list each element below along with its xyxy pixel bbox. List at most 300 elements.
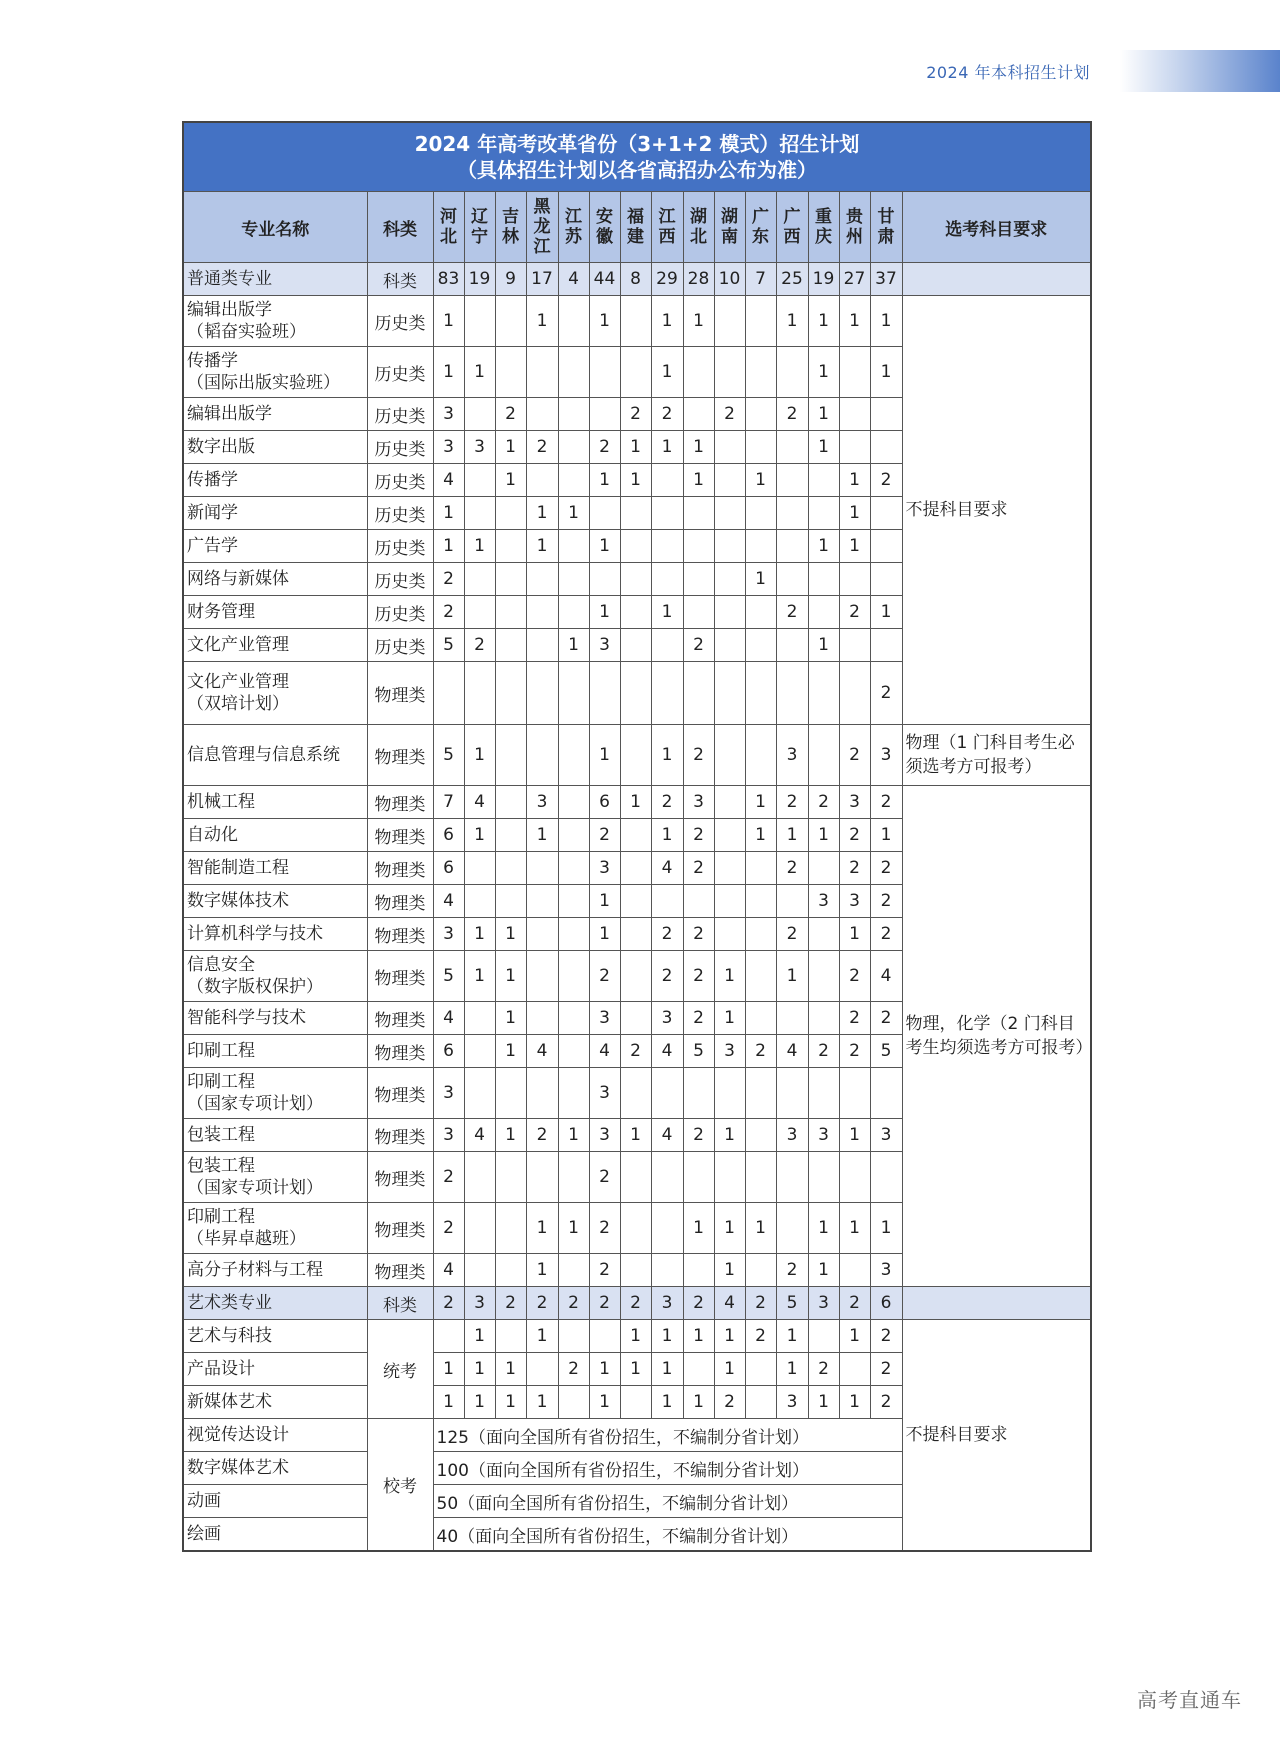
quota-cell bbox=[620, 530, 651, 563]
quota-cell: 3 bbox=[683, 786, 714, 819]
major-category: 历史类 bbox=[367, 398, 433, 431]
quota-cell bbox=[745, 885, 776, 918]
subject-requirement: 物理，化学（2 门科目考生均须选考方可报考） bbox=[902, 786, 1091, 1287]
quota-cell bbox=[808, 563, 839, 596]
quota-cell: 3 bbox=[776, 725, 808, 786]
quota-cell: 2 bbox=[776, 786, 808, 819]
table-row bbox=[183, 786, 1091, 819]
quota-cell: 1 bbox=[620, 786, 651, 819]
quota-cell: 1 bbox=[526, 296, 558, 347]
major-name: 自动化 bbox=[183, 819, 367, 852]
quota-cell: 1 bbox=[558, 497, 589, 530]
quota-cell: 1 bbox=[683, 464, 714, 497]
province-header bbox=[464, 192, 495, 263]
quota-cell: 1 bbox=[839, 1320, 870, 1353]
quota-cell bbox=[808, 596, 839, 629]
quota-cell: 1 bbox=[714, 1119, 745, 1152]
province-name: 福建 bbox=[627, 207, 644, 247]
quota-cell: 1 bbox=[651, 431, 683, 464]
quota-cell bbox=[714, 885, 745, 918]
quota-cell: 5 bbox=[870, 1035, 902, 1068]
major-name: 网络与新媒体 bbox=[183, 563, 367, 596]
quota-cell: 1 bbox=[651, 596, 683, 629]
province-name: 江苏 bbox=[565, 207, 582, 247]
quota-cell bbox=[651, 1203, 683, 1254]
quota-cell bbox=[558, 786, 589, 819]
quota-cell: 2 bbox=[495, 398, 526, 431]
quota-cell bbox=[870, 431, 902, 464]
quota-cell: 1 bbox=[808, 530, 839, 563]
quota-cell bbox=[870, 530, 902, 563]
quota-cell: 1 bbox=[495, 1035, 526, 1068]
quota-cell: 2 bbox=[839, 596, 870, 629]
quota-cell bbox=[495, 1203, 526, 1254]
quota-cell: 4 bbox=[776, 1035, 808, 1068]
section-total-cell: 3 bbox=[651, 1287, 683, 1320]
quota-cell: 3 bbox=[433, 431, 464, 464]
major-name: 智能科学与技术 bbox=[183, 1002, 367, 1035]
exam-type-unified: 统考 bbox=[367, 1320, 433, 1419]
quota-cell: 1 bbox=[839, 497, 870, 530]
quota-cell bbox=[776, 431, 808, 464]
quota-cell: 1 bbox=[526, 1386, 558, 1419]
quota-cell bbox=[745, 398, 776, 431]
quota-cell bbox=[870, 497, 902, 530]
province-header bbox=[714, 192, 745, 263]
quota-cell bbox=[808, 852, 839, 885]
quota-cell bbox=[558, 1254, 589, 1287]
quota-cell bbox=[839, 1152, 870, 1203]
section-total-cell: 3 bbox=[464, 1287, 495, 1320]
quota-cell: 3 bbox=[808, 1119, 839, 1152]
quota-cell: 6 bbox=[589, 786, 620, 819]
quota-cell: 2 bbox=[589, 431, 620, 464]
quota-cell: 2 bbox=[683, 1002, 714, 1035]
quota-cell bbox=[526, 662, 558, 725]
quota-cell bbox=[464, 852, 495, 885]
quota-cell: 1 bbox=[714, 1353, 745, 1386]
major-name: 编辑出版学 bbox=[183, 398, 367, 431]
major-category: 物理类 bbox=[367, 662, 433, 725]
quota-cell bbox=[870, 1152, 902, 1203]
quota-cell: 2 bbox=[870, 464, 902, 497]
major-category: 物理类 bbox=[367, 786, 433, 819]
quota-cell: 1 bbox=[589, 530, 620, 563]
quota-cell: 2 bbox=[870, 1002, 902, 1035]
quota-cell bbox=[526, 885, 558, 918]
section-total-cell: 2 bbox=[558, 1287, 589, 1320]
quota-cell bbox=[464, 1002, 495, 1035]
quota-cell bbox=[620, 819, 651, 852]
province-header bbox=[776, 192, 808, 263]
quota-cell: 2 bbox=[526, 431, 558, 464]
quota-cell bbox=[558, 464, 589, 497]
footer-watermark: 高考直通车 bbox=[1137, 1688, 1242, 1712]
quota-cell bbox=[714, 347, 745, 398]
major-name: 新闻学 bbox=[183, 497, 367, 530]
major-name: 计算机科学与技术 bbox=[183, 918, 367, 951]
quota-cell: 3 bbox=[839, 885, 870, 918]
quota-cell: 1 bbox=[495, 431, 526, 464]
quota-cell: 2 bbox=[683, 918, 714, 951]
quota-cell: 2 bbox=[589, 1203, 620, 1254]
quota-cell: 7 bbox=[433, 786, 464, 819]
quota-cell bbox=[808, 464, 839, 497]
quota-cell bbox=[714, 563, 745, 596]
quota-cell: 1 bbox=[839, 296, 870, 347]
quota-cell: 3 bbox=[870, 1119, 902, 1152]
major-name: 传播学 （国际出版实验班） bbox=[183, 347, 367, 398]
section-total-cell: 7 bbox=[745, 263, 776, 296]
quota-cell: 2 bbox=[526, 1119, 558, 1152]
quota-cell: 1 bbox=[464, 530, 495, 563]
quota-cell: 6 bbox=[433, 852, 464, 885]
major-name: 新媒体艺术 bbox=[183, 1386, 367, 1419]
section-total-cell: 8 bbox=[620, 263, 651, 296]
quota-cell: 2 bbox=[683, 951, 714, 1002]
quota-cell bbox=[558, 819, 589, 852]
quota-cell bbox=[495, 1068, 526, 1119]
section-total-cell: 2 bbox=[526, 1287, 558, 1320]
quota-cell bbox=[620, 662, 651, 725]
quota-cell bbox=[495, 530, 526, 563]
quota-cell: 1 bbox=[464, 1353, 495, 1386]
major-name: 编辑出版学 （韬奋实验班） bbox=[183, 296, 367, 347]
major-name: 数字媒体技术 bbox=[183, 885, 367, 918]
major-name: 智能制造工程 bbox=[183, 852, 367, 885]
quota-cell bbox=[495, 662, 526, 725]
section-total-cell: 2 bbox=[839, 1287, 870, 1320]
quota-cell bbox=[714, 464, 745, 497]
major-name: 文化产业管理 （双培计划） bbox=[183, 662, 367, 725]
quota-cell bbox=[464, 563, 495, 596]
quota-cell: 4 bbox=[651, 852, 683, 885]
quota-cell bbox=[683, 596, 714, 629]
quota-cell: 1 bbox=[651, 1386, 683, 1419]
quota-cell bbox=[620, 1386, 651, 1419]
major-name: 高分子材料与工程 bbox=[183, 1254, 367, 1287]
section-total-cell: 28 bbox=[683, 263, 714, 296]
quota-cell bbox=[558, 1002, 589, 1035]
quota-cell: 2 bbox=[839, 819, 870, 852]
quota-cell: 1 bbox=[714, 1002, 745, 1035]
quota-cell: 1 bbox=[464, 819, 495, 852]
table-row bbox=[183, 725, 1091, 786]
quota-cell: 1 bbox=[651, 1353, 683, 1386]
major-category: 物理类 bbox=[367, 1152, 433, 1203]
quota-cell: 1 bbox=[464, 1386, 495, 1419]
major-name: 信息管理与信息系统 bbox=[183, 725, 367, 786]
quota-cell: 2 bbox=[651, 918, 683, 951]
quota-cell: 2 bbox=[651, 951, 683, 1002]
quota-cell: 1 bbox=[808, 1386, 839, 1419]
quota-cell: 1 bbox=[808, 431, 839, 464]
quota-cell bbox=[745, 852, 776, 885]
quota-cell: 3 bbox=[589, 852, 620, 885]
quota-cell bbox=[745, 596, 776, 629]
section-total-cell: 19 bbox=[808, 263, 839, 296]
quota-cell bbox=[776, 1068, 808, 1119]
province-header bbox=[808, 192, 839, 263]
quota-cell: 1 bbox=[433, 1353, 464, 1386]
major-name: 绘画 bbox=[183, 1518, 367, 1552]
quota-cell bbox=[745, 530, 776, 563]
quota-cell: 1 bbox=[620, 1119, 651, 1152]
quota-cell: 2 bbox=[620, 398, 651, 431]
quota-cell: 1 bbox=[433, 347, 464, 398]
quota-cell bbox=[464, 1203, 495, 1254]
province-name: 广西 bbox=[783, 207, 801, 247]
quota-cell: 1 bbox=[745, 1203, 776, 1254]
quota-cell bbox=[714, 918, 745, 951]
quota-cell bbox=[839, 1068, 870, 1119]
quota-cell bbox=[839, 662, 870, 725]
section-total-cell: 25 bbox=[776, 263, 808, 296]
quota-cell bbox=[839, 347, 870, 398]
quota-cell bbox=[714, 431, 745, 464]
quota-cell bbox=[558, 1320, 589, 1353]
quota-cell: 1 bbox=[464, 347, 495, 398]
quota-cell bbox=[495, 563, 526, 596]
province-header bbox=[589, 192, 620, 263]
quota-cell bbox=[558, 398, 589, 431]
quota-cell: 5 bbox=[683, 1035, 714, 1068]
quota-cell: 1 bbox=[464, 1320, 495, 1353]
quota-cell: 2 bbox=[870, 885, 902, 918]
quota-cell bbox=[589, 662, 620, 725]
quota-cell: 1 bbox=[808, 296, 839, 347]
quota-cell: 2 bbox=[776, 398, 808, 431]
quota-cell: 2 bbox=[839, 951, 870, 1002]
quota-cell bbox=[745, 1353, 776, 1386]
major-category: 物理类 bbox=[367, 1254, 433, 1287]
quota-cell bbox=[714, 296, 745, 347]
quota-cell: 1 bbox=[589, 596, 620, 629]
table-row bbox=[183, 296, 1091, 347]
quota-cell: 1 bbox=[651, 347, 683, 398]
quota-cell: 1 bbox=[620, 1353, 651, 1386]
quota-cell bbox=[589, 347, 620, 398]
major-category: 历史类 bbox=[367, 464, 433, 497]
quota-cell: 2 bbox=[464, 629, 495, 662]
quota-cell: 2 bbox=[433, 596, 464, 629]
table-row bbox=[183, 1320, 1091, 1353]
quota-cell: 3 bbox=[870, 1254, 902, 1287]
quota-cell bbox=[776, 662, 808, 725]
quota-cell bbox=[683, 1152, 714, 1203]
section-total-cell: 9 bbox=[495, 263, 526, 296]
quota-cell bbox=[683, 662, 714, 725]
quota-cell bbox=[558, 596, 589, 629]
quota-cell: 1 bbox=[839, 464, 870, 497]
section-total-cell: 2 bbox=[589, 1287, 620, 1320]
quota-cell: 1 bbox=[776, 951, 808, 1002]
quota-cell bbox=[620, 497, 651, 530]
quota-cell: 1 bbox=[776, 1320, 808, 1353]
quota-cell bbox=[714, 725, 745, 786]
quota-cell: 2 bbox=[651, 786, 683, 819]
quota-cell bbox=[526, 629, 558, 662]
quota-cell bbox=[745, 497, 776, 530]
quota-cell: 4 bbox=[589, 1035, 620, 1068]
quota-cell bbox=[714, 819, 745, 852]
quota-cell: 1 bbox=[839, 530, 870, 563]
quota-cell: 3 bbox=[651, 1002, 683, 1035]
province-header bbox=[651, 192, 683, 263]
quota-cell: 1 bbox=[433, 1386, 464, 1419]
quota-cell bbox=[526, 1068, 558, 1119]
quota-cell: 1 bbox=[620, 431, 651, 464]
quota-cell bbox=[558, 852, 589, 885]
quota-cell: 2 bbox=[839, 1035, 870, 1068]
section-total-cell: 2 bbox=[683, 1287, 714, 1320]
section-total-cell: 37 bbox=[870, 263, 902, 296]
major-category: 物理类 bbox=[367, 1002, 433, 1035]
quota-cell: 2 bbox=[776, 1254, 808, 1287]
major-category: 物理类 bbox=[367, 885, 433, 918]
section-label: 普通类专业 bbox=[183, 263, 367, 296]
quota-cell bbox=[745, 629, 776, 662]
major-name: 文化产业管理 bbox=[183, 629, 367, 662]
quota-cell: 1 bbox=[683, 1203, 714, 1254]
quota-cell: 1 bbox=[776, 296, 808, 347]
quota-cell bbox=[589, 398, 620, 431]
major-category: 历史类 bbox=[367, 431, 433, 464]
column-header-major: 专业名称 bbox=[183, 192, 367, 263]
quota-cell: 2 bbox=[870, 918, 902, 951]
quota-cell: 2 bbox=[870, 1353, 902, 1386]
quota-cell bbox=[745, 1119, 776, 1152]
quota-cell: 3 bbox=[433, 1119, 464, 1152]
province-header bbox=[870, 192, 902, 263]
quota-cell bbox=[526, 918, 558, 951]
quota-cell bbox=[620, 852, 651, 885]
quota-cell: 1 bbox=[808, 819, 839, 852]
quota-cell: 2 bbox=[433, 1152, 464, 1203]
quota-cell bbox=[776, 885, 808, 918]
quota-cell: 4 bbox=[433, 1254, 464, 1287]
quota-cell bbox=[464, 662, 495, 725]
quota-cell: 1 bbox=[589, 725, 620, 786]
quota-cell bbox=[464, 296, 495, 347]
major-category: 物理类 bbox=[367, 918, 433, 951]
quota-cell: 3 bbox=[433, 918, 464, 951]
quota-cell: 2 bbox=[683, 1119, 714, 1152]
major-name: 广告学 bbox=[183, 530, 367, 563]
quota-cell bbox=[745, 918, 776, 951]
major-name: 数字媒体艺术 bbox=[183, 1452, 367, 1485]
quota-cell: 2 bbox=[839, 1002, 870, 1035]
exam-type-school: 校考 bbox=[367, 1419, 433, 1552]
quota-cell: 1 bbox=[870, 296, 902, 347]
quota-cell bbox=[526, 1002, 558, 1035]
quota-cell: 5 bbox=[433, 725, 464, 786]
quota-cell bbox=[464, 885, 495, 918]
quota-cell bbox=[651, 662, 683, 725]
quota-cell bbox=[464, 596, 495, 629]
quota-cell: 1 bbox=[589, 1386, 620, 1419]
quota-cell bbox=[526, 464, 558, 497]
major-name: 视觉传达设计 bbox=[183, 1419, 367, 1452]
quota-cell bbox=[651, 1068, 683, 1119]
quota-cell: 1 bbox=[558, 1203, 589, 1254]
quota-cell bbox=[651, 885, 683, 918]
quota-cell bbox=[683, 1353, 714, 1386]
quota-cell bbox=[808, 1320, 839, 1353]
quota-cell bbox=[776, 530, 808, 563]
quota-cell bbox=[620, 918, 651, 951]
section-total-cell: 2 bbox=[433, 1287, 464, 1320]
quota-cell: 2 bbox=[776, 596, 808, 629]
quota-cell bbox=[870, 398, 902, 431]
quota-cell bbox=[620, 885, 651, 918]
section-requirement-blank bbox=[902, 1287, 1091, 1320]
quota-cell: 1 bbox=[589, 296, 620, 347]
quota-cell bbox=[745, 1002, 776, 1035]
quota-cell bbox=[683, 885, 714, 918]
subject-requirement: 不提科目要求 bbox=[902, 296, 1091, 725]
quota-cell: 2 bbox=[683, 725, 714, 786]
major-category: 历史类 bbox=[367, 530, 433, 563]
section-total-cell: 44 bbox=[589, 263, 620, 296]
quota-cell bbox=[714, 530, 745, 563]
major-name: 传播学 bbox=[183, 464, 367, 497]
province-name: 辽宁 bbox=[471, 207, 488, 247]
major-category: 历史类 bbox=[367, 596, 433, 629]
quota-cell: 1 bbox=[839, 1119, 870, 1152]
quota-cell: 1 bbox=[620, 464, 651, 497]
quota-cell: 1 bbox=[464, 725, 495, 786]
quota-cell: 2 bbox=[589, 819, 620, 852]
quota-cell bbox=[620, 596, 651, 629]
quota-cell: 3 bbox=[776, 1119, 808, 1152]
quota-cell: 1 bbox=[589, 464, 620, 497]
section-total-cell: 29 bbox=[651, 263, 683, 296]
quota-cell bbox=[776, 1152, 808, 1203]
quota-cell: 1 bbox=[870, 347, 902, 398]
quota-cell: 3 bbox=[714, 1035, 745, 1068]
header-gradient-bar bbox=[1120, 50, 1280, 92]
quota-cell bbox=[526, 347, 558, 398]
quota-cell bbox=[808, 1068, 839, 1119]
province-name: 重庆 bbox=[815, 207, 832, 247]
quota-cell bbox=[714, 1152, 745, 1203]
quota-cell: 3 bbox=[870, 725, 902, 786]
major-category: 物理类 bbox=[367, 1119, 433, 1152]
province-header bbox=[558, 192, 589, 263]
quota-cell: 1 bbox=[495, 464, 526, 497]
quota-cell bbox=[495, 1254, 526, 1287]
quota-cell: 3 bbox=[433, 1068, 464, 1119]
quota-cell: 2 bbox=[776, 852, 808, 885]
quota-cell bbox=[464, 1254, 495, 1287]
quota-cell bbox=[558, 918, 589, 951]
quota-cell bbox=[839, 1254, 870, 1287]
quota-cell: 1 bbox=[526, 1320, 558, 1353]
quota-cell: 1 bbox=[870, 596, 902, 629]
quota-cell: 1 bbox=[808, 398, 839, 431]
art_section-row bbox=[183, 1287, 1091, 1320]
quota-cell: 1 bbox=[683, 1386, 714, 1419]
major-category: 物理类 bbox=[367, 951, 433, 1002]
quota-cell bbox=[464, 497, 495, 530]
quota-cell bbox=[745, 725, 776, 786]
major-category: 物理类 bbox=[367, 1203, 433, 1254]
quota-cell: 2 bbox=[433, 1203, 464, 1254]
quota-cell bbox=[808, 1152, 839, 1203]
quota-cell: 2 bbox=[808, 1353, 839, 1386]
quota-cell bbox=[620, 1254, 651, 1287]
